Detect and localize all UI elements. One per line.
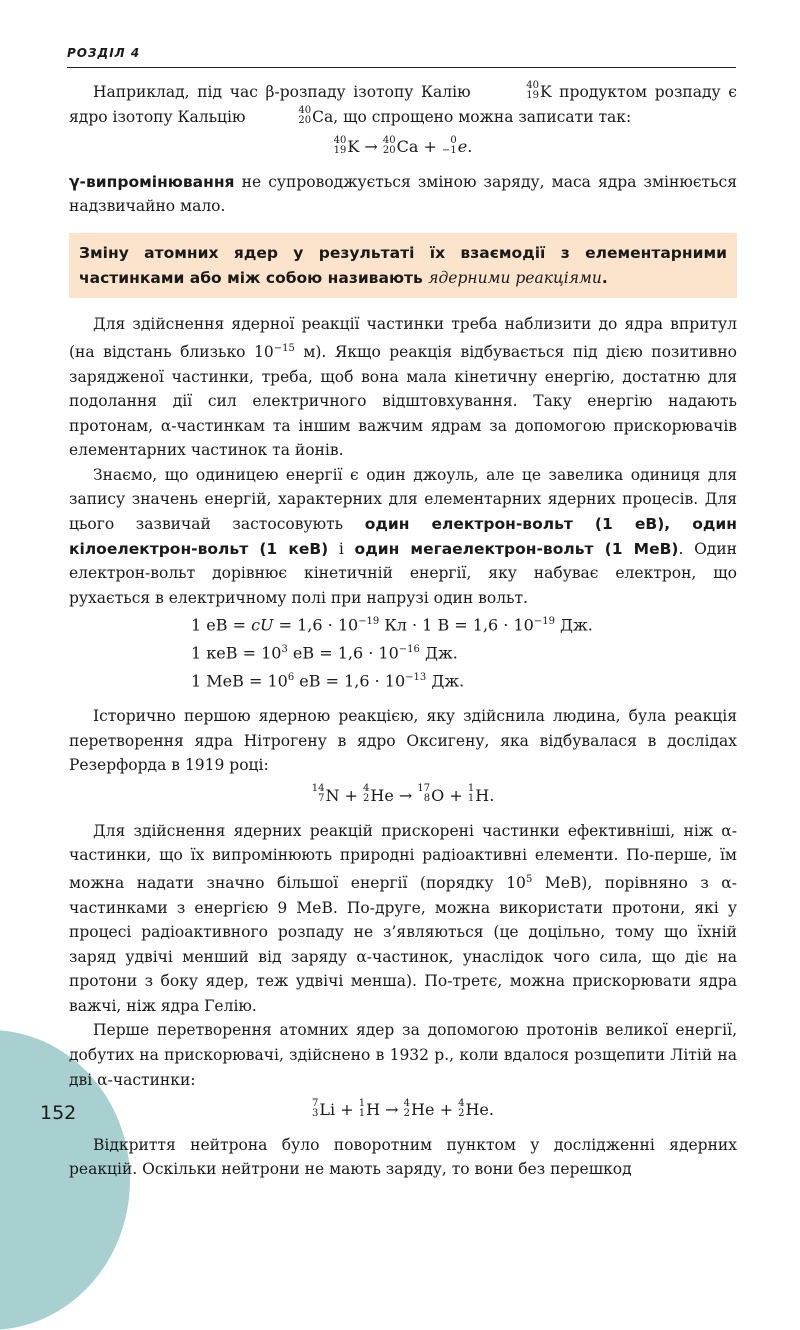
equation-beta-decay: 40 19 K → 40 20 Ca + 0 −1 e. [333,134,473,157]
page-number: 152 [40,1102,77,1124]
paragraph-rutherford: Історично першою ядерною реакцією, яку здійснила людина, була реакція перетворення ядра Нітрогену в ядро Оксигену, яка відбувалася в дослідах Резерфорда в 1919 році: [69,707,737,775]
paragraph-beta-decay: Наприклад, під час β-розпаду ізотопу Калію 40 19 K продуктом розпаду є ядро ізотопу Кальцію 40 20 Ca, що спрощено можна записати так: [69,80,737,129]
nuclide-k40: 40 19 K [526,80,552,101]
paragraph-neutron: Відкриття нейтрона було поворотним пунктом у дослідженні ядерних реакцій. Оскільки нейтрони не мають заряду, то вони без перешкод [69,1135,737,1179]
paragraph-approach: Для здійснення ядерної реакції частинки треба наблизити до ядра впритул (на відстань близько $10^{-15}$ м). Якщо реакція відбувається під дією позитивно зарядженої частинки, треба, щоб вона мала кінетичну енергію, достатню для подолання дії сил електричного відштовхування. Таку енергію надають протонам, α-частинкам та іншим важчим ядрам за допомогою прискорювачів елементарних частинок та йонів. [69,315,737,460]
equation-lithium: 7 3 Li + 1 1 H → 4 2 He + 4 2 He. [312,1097,494,1120]
paragraph-lithium: Перше перетворення атомних ядер за допомогою протонів великої енергії, добутих на прискорювачі, здійснено в 1932 р., коли вдалося розщепити Літій на дві α-частинки: [69,1021,737,1089]
paragraph-accelerated: Для здійснення ядерних реакцій прискорені частинки ефективніші, ніж α-частинки, що їх випромінюють природні радіоактивні елементи. По-перше, їм можна надати значно більшої енергії (порядку $10^5$ МеВ), порівняно з α-частинками з енергією 9 МеВ. По-друге, можна використати протони, які у процесі радіоактивного розпаду не з’являються (це доцільно, тому що їхній заряд удвічі менший від заряду α-частинок, унаслідок чого сила, що діє на протони з боку ядер, теж удвічі менша). По-третє, можна прискорювати ядра важчі, ніж ядра Гелію. [69,821,737,1015]
paragraph-energy-units: Знаємо, що одиницею енергії є один джоуль, але це завелика одиниця для запису значень енергій, характерних для елементарних ядерних процесів. Для цього зазвичай застосовують один електрон-вольт (1 еВ), один кілоелектрон-вольт (1 кеВ) і один мегаелектрон-вольт (1 МеВ). Один електрон-вольт дорівнює кінетичній енергії, яку набуває електрон, що рухається в електричному полі при напрузі один вольт. [69,465,737,607]
definition-box: Зміну атомних ядер у результаті їх взаємодії з елементарними частинками або між собою називають ядерними реакціями. [69,233,737,298]
nuclide-ca40: 40 20 Ca [298,104,334,126]
section-header: РОЗДІЛ 4 [67,46,141,60]
paragraph-gamma: γ-випромінювання не супроводжується зміною заряду, маса ядра змінюється надзвичайно мало. [69,172,737,216]
equation-ev: 1 еВ = cU = $1,6 \cdot 10^{-19}$ Кл · 1 $В = 1,6 \cdot 10^{-19}$ Дж. [191,615,593,635]
page-content [69,80,737,1182]
equation-rutherford: 14 7 N + 4 2 He → 17 8 O + 1 1 H. [311,783,495,805]
equation-mev: 1 МеВ = $10^6$ еВ = $1,6 \cdot 10^{-13}$ Дж. [191,671,465,691]
equation-kev: 1 кеВ = $10^3$ еВ = $1,6 \cdot 10^{-16}$ Дж. [191,643,458,663]
header-divider [67,67,736,68]
